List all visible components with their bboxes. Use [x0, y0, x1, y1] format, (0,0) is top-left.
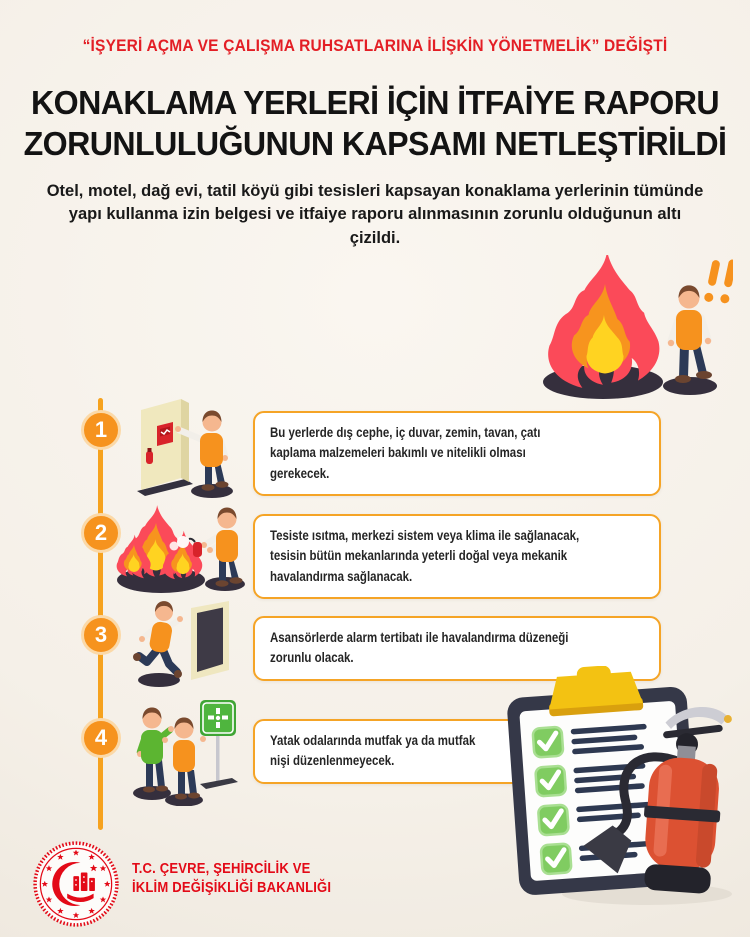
- step-1-note-text: Bu yerlerde dış cephe, iç duvar, zemin, tavan, çatı kaplama malzemeleri bakımlı ve nitelikli olması gerekecek.: [270, 425, 541, 481]
- assembly-point-illustration: [112, 694, 252, 806]
- step-3-note-text: Asansörlerde alarm tertibatı ile havalandırma düzeneği zorunlu olacak.: [270, 630, 569, 666]
- fire-alarm-wall-illustration: [115, 396, 250, 501]
- step-4-number-badge: 4: [81, 718, 121, 758]
- assembly-point-sign: [200, 700, 238, 789]
- wall: [137, 399, 193, 496]
- main-title: [15, 84, 735, 166]
- big-flame-icon: [548, 255, 659, 388]
- exit-door-illustration: [115, 598, 250, 693]
- ministry-emblem-logo: [32, 840, 120, 928]
- step-2-note-text: Tesiste ısıtma, merkezi sistem veya klima ile sağlanacak, tesisin bütün mekanlarında yeterli doğal veya mekanik havalandırma sağlanacak.: [270, 528, 580, 584]
- step-2-note-box: [253, 514, 661, 599]
- intro-paragraph: Otel, motel, dağ evi, tatil köyü gibi tesisleri kapsayan konaklama yerlerinin tümünde yapı kullanma izin belgesi ve itfaiye raporu alınmasının zorunlu olduğunun altı çizildi.: [46, 182, 704, 247]
- running-person: [133, 601, 183, 687]
- clipboard-clip: [546, 666, 643, 716]
- ministry-name-line2: İKLİM DEĞİŞİKLİĞİ BAKANLIĞI: [132, 880, 332, 897]
- step-1-number-badge: 1: [81, 410, 121, 450]
- handheld-extinguisher-icon: [193, 542, 202, 557]
- checklist-clipboard-and-extinguisher-illustration: [497, 666, 747, 906]
- kicker-headline: “İŞYERİ AÇMA VE ÇALIŞMA RUHSATLARINA İLİŞKİN YÖNETMELİK” DEĞİŞTİ: [82, 37, 668, 55]
- timeline-line: [98, 398, 103, 830]
- step-1-note-box: [253, 411, 661, 496]
- main-title-line2: ZORUNLULUĞUNUN KAPSAMI NETLEŞTİRİLDİ: [23, 125, 727, 163]
- double-exclamation-icon: [703, 255, 733, 306]
- extinguisher-base: [644, 864, 712, 895]
- exit-door: [191, 601, 229, 680]
- step-3-number-badge: 3: [81, 615, 121, 655]
- ministry-name-line1: T.C. ÇEVRE, ŞEHİRCİLİK VE: [132, 861, 311, 877]
- main-title-line1: KONAKLAMA YERLERİ İÇİN İTFAİYE RAPORU: [30, 85, 720, 122]
- step-4-note-text: Yatak odalarında mutfak ya da mutfak nişi düzenlenmeyecek.: [270, 733, 476, 769]
- ministry-name: [132, 860, 331, 898]
- person-green-shirt: [133, 708, 174, 801]
- extinguishing-fire-illustration: [115, 500, 250, 600]
- step-2-number-badge: 2: [81, 513, 121, 553]
- wall-extinguisher-icon: [146, 451, 153, 464]
- fire-and-alarmed-person-illustration: [538, 255, 733, 405]
